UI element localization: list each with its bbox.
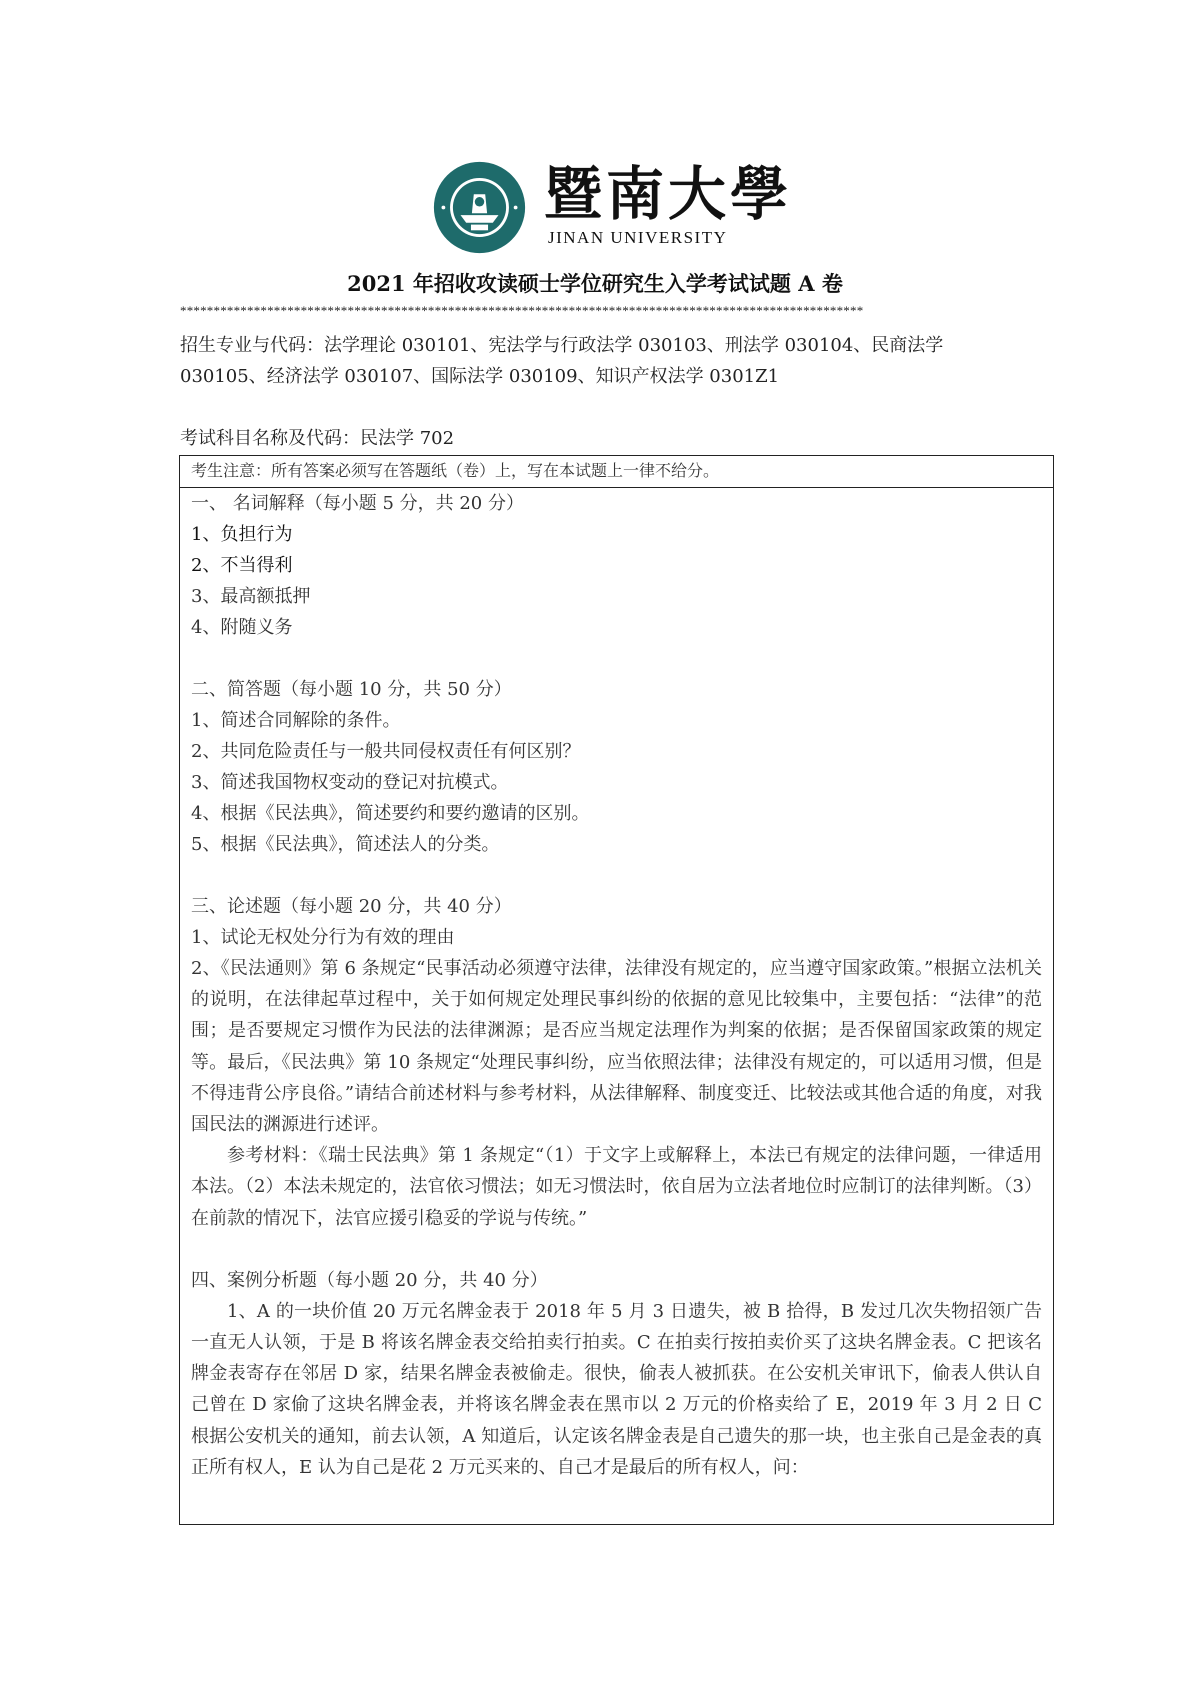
question-item: 2、共同危险责任与一般共同侵权责任有何区别？ [191,741,581,762]
majors-and-codes: 招生专业与代码：法学理论 030101、宪法学与行政法学 030103、刑法学 030104、民商法学 030105、经济法学 030107、国际法学 030109、知识产权法学 0301Z1 [180,335,944,387]
university-name-cn: 暨南大學 [544,160,793,228]
section-heading: 二、简答题（每小题 10 分，共 50 分） [191,679,512,700]
essay-question-2: 2、《民法通则》第 6 条规定“民事活动必须遵守法律，法律没有规定的，应当遵守国家政策。”根据立法机关的说明，在法律起草过程中，关于如何规定处理民事纠纷的依据的意见比较集中，主要包括：“法律”的范围；是否要规定习惯作为民法的法律渊源；是否应当规定法理作为判案的依据；是否保留国家政策的规定等。最后，《民法典》第 10 条规定“处理民事纠纷，应当依照法律；法律没有规定的，可以适用习惯，但是不得违背公序良俗。”请结合前述材料与参考材料，从法律解释、制度变迁、比较法或其他合适的角度，对我国民法的渊源进行述评。 [191,958,1042,1136]
question-item: 3、最高额抵押 [191,586,311,607]
candidate-notice: 考生注意：所有答案必须写在答题纸（卷）上，写在本试题上一律不给分。 [180,456,1053,488]
question-item: 1、负担行为 [191,524,293,545]
university-seal-icon [432,160,527,255]
question-item: 1、简述合同解除的条件。 [191,710,401,731]
question-item: 3、简述我国物权变动的登记对抗模式。 [191,772,509,793]
question-item: 2、不当得利 [191,555,293,576]
exam-subject: 考试科目名称及代码：民法学 702 [180,428,455,449]
question-item: 5、根据《民法典》，简述法人的分类。 [191,834,500,855]
university-name-en: JINAN UNIVERSITY [548,228,728,247]
section-heading: 一、 名词解释（每小题 5 分，共 20 分） [191,493,524,514]
divider: ****************************************************************************************************** [180,303,864,318]
question-item: 4、根据《民法典》，简述要约和要约邀请的区别。 [191,803,590,824]
question-item: 4、附随义务 [191,617,293,638]
reference-material: 参考材料：《瑞士民法典》第 1 条规定“（1）于文字上或解释上，本法已有规定的法律问题，一律适用本法。（2）本法未规定的，法官依习惯法；如无习惯法时，依自居为立法者地位时应制订的法律判断。（3）在前款的情况下，法官应援引稳妥的学说与传统。” [191,1145,1042,1229]
question-item: 1、试论无权处分行为有效的理由 [191,927,455,948]
exam-title: 2021 年招收攻读硕士学位研究生入学考试试题 A 卷 [347,271,843,296]
case-question-1: 1、A 的一块价值 20 万元名牌金表于 2018 年 5 月 3 日遗失，被 B 拾得，B 发过几次失物招领广告一直无人认领，于是 B 将该名牌金表交给拍卖行拍卖。C 在拍卖行按拍卖价买了这块名牌金表。C 把该名牌金表寄存在邻居 D 家，结果名牌金表被偷走。很快，偷表人被抓获。在公安机关审讯下，偷表人供认自己曾在 D 家偷了这块名牌金表，并将该名牌金表在黑市以 2 万元的价格卖给了 E，2019 年 3 月 2 日 C 根据公安机关的通知，前去认领，A 知道后，认定该名牌金表是自己遗失的那一块，也主张自己是金表的真正所有权人，E 认为自己是花 2 万元买来的、自己才是最后的所有权人，问： [191,1300,1042,1478]
section-heading: 三、论述题（每小题 20 分，共 40 分） [191,896,512,917]
spacer [191,860,1042,891]
spacer [191,643,1042,674]
questions [180,488,1053,1483]
section-heading: 四、案例分析题（每小题 20 分，共 40 分） [191,1269,548,1291]
university-logo [432,160,793,255]
question-box [179,455,1054,1525]
spacer [191,1234,1042,1265]
